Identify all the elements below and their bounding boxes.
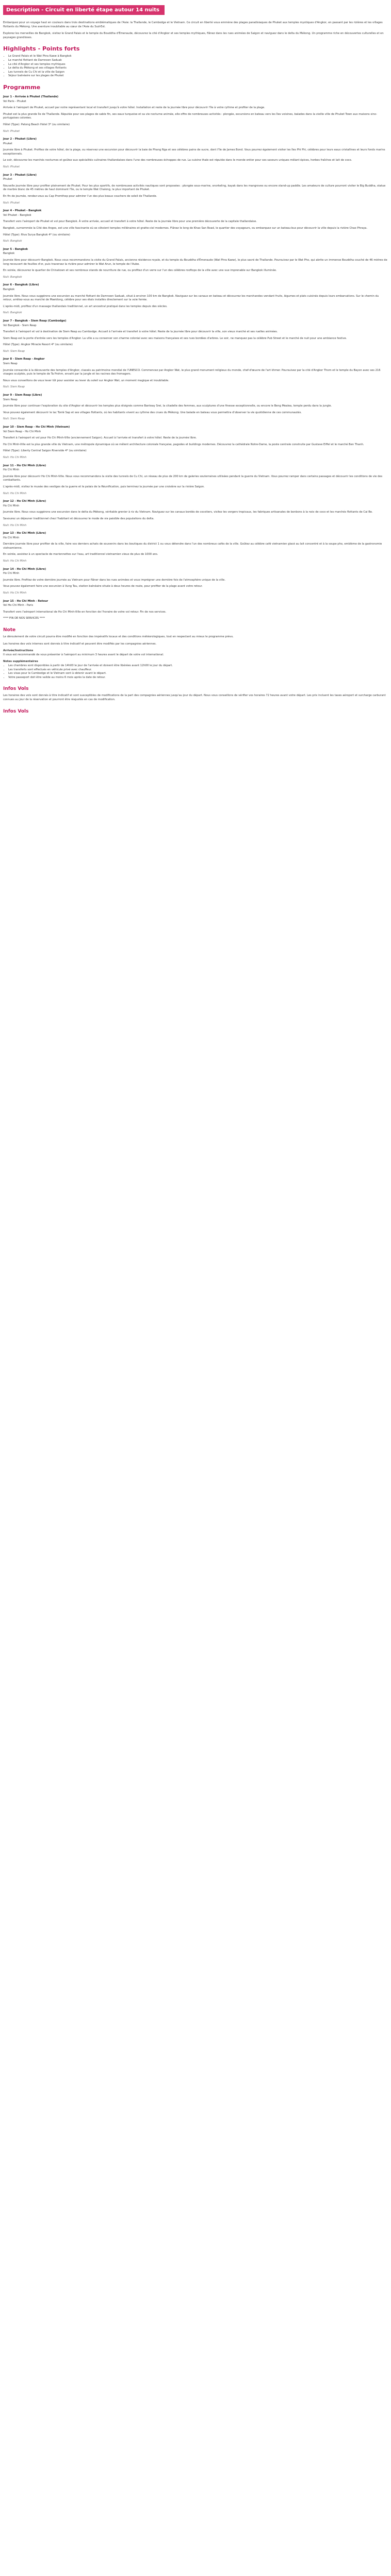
intro-paragraph: Explorez les merveilles de Bangkok, visitez le Grand Palais et le temple du Bouddha d'Émeraude, découvrez la cité d'Angkor et ses temples mythiques, flânez dans les rues animées de Saigon et naviguez dans le delta du Mékong. Un programme riche en découvertes culturelles et en paysages grandioses. (3, 32, 384, 39)
day-body (3, 475, 388, 489)
day-body (3, 106, 388, 121)
program-day (3, 426, 388, 460)
day-paragraph: En fin de journée, rendez-vous au Cap Promthep pour admirer l'un des plus beaux couchers de soleil de Thaïlande. (3, 195, 157, 198)
day-body (3, 184, 388, 199)
day-subtitle: Bangkok (3, 287, 15, 291)
day-paragraph: Arrivée à l'aéroport de Phuket, accueil par notre représentant local et transfert jusqu'à votre hôtel. Installation et reste de la journée libre pour découvrir l'île à votre rythme et profiter de la plage. (3, 106, 265, 110)
program-day (3, 464, 388, 496)
flight-info-title-2: Infos Vols (3, 708, 29, 714)
day-title: Jour 3 - Phuket (Libre) (3, 173, 37, 177)
day-body (3, 543, 388, 557)
day-title: Jour 2 - Phuket (Libre) (3, 138, 37, 141)
day-paragraph: Transfert vers l'aéroport international de Ho Chi Minh-Ville en fonction de l'horaire de votre vol retour. Fin de nos services. (3, 610, 167, 614)
day-night-location: Nuit: Siem Reap (3, 349, 25, 353)
program-day (3, 174, 388, 206)
day-paragraph: Bangkok, surnommée la Cité des Anges, est une ville fascinante où se côtoient temples millénaires et gratte-ciel modernes. Flânez le long de Khao San Road, le quartier des voyageurs, ou embarquez sur un bateau-bus pour découvrir la ville depuis la rivière Chao Phraya. (3, 227, 367, 230)
day-paragraph: Journée libre pour découvrir Ho Chi Minh-Ville. Nous vous recommandons la visite des tunnels de Cu Chi, un réseau de plus de 200 km de galeries souterraines utilisées pendant la guerre du Vietnam. Vous pourrez ramper dans certains passages et découvrir les conditions de vie des combattants. (3, 474, 383, 482)
note-title: Note (3, 628, 16, 633)
intro-paragraph: Embarquez pour un voyage haut en couleurs dans trois destinations emblématiques de l'Asie: la Thaïlande, le Cambodge et le Vietnam. Ce circuit en liberté vous emmène des plages paradisiaques de Phuket aux temples mystiques d'Angkor, en passant par les rizières et les villages flottants du Mékong. Une aventure inoubliable au cœur de l'Asie du Sud-Est. (3, 21, 383, 28)
day-paragraph: Journée libre. Nous vous suggérons une excursion dans le delta du Mékong, véritable grenier à riz du Vietnam. Naviguez sur les canaux bordés de cocotiers, visitez les vergers tropicaux, les fabriques artisanales de bonbons à la noix de coco et les marchés flottants de Cai Be. (3, 511, 373, 514)
highlights-title: Highlights - Points forts (3, 45, 80, 53)
day-title: Jour 10 - Siem Reap - Ho Chi Minh (Vietnam) (3, 426, 70, 429)
highlight-item: • Le marché flottant de Damnoen Saduak (8, 59, 388, 63)
day-paragraph: Siem Reap est la porte d'entrée vers les temples d'Angkor. La ville a su conserver son charme colonial avec ses maisons françaises et ses rues bordées d'arbres. Le soir, ne manquez pas la célèbre Pub Street et le marché de nuit pour une ambiance festive. (3, 336, 347, 340)
day-title: Jour 9 - Siem Reap (Libre) (3, 394, 42, 397)
day-night-location: Nuit: Bangkok (3, 240, 22, 243)
highlight-item: • Séjour balnéaire sur les plages de Phuket (8, 74, 388, 78)
day-body (3, 148, 388, 163)
program-day (3, 138, 388, 170)
day-body (3, 436, 388, 447)
note-item: • Votre passeport doit être valide au moins 6 mois après la date de retour. (8, 676, 388, 680)
notes-title: Notes supplémentaires (3, 660, 38, 664)
day-title: Jour 12 - Ho Chi Minh (Libre) (3, 500, 46, 503)
day-paragraph: Vous pouvez également découvrir le lac Tonlé Sap et ses villages flottants, où les habitants vivent au rythme des crues du Mékong. Une balade en bateau vous permettra d'observer la vie quotidienne de ces communautés. (3, 411, 302, 414)
day-night-location: Nuit: Ho Chi Minh (3, 455, 27, 459)
program-day (3, 532, 388, 564)
day-title: Jour 13 - Ho Chi Minh (Libre) (3, 532, 46, 535)
day-paragraph: Le soir, découvrez les marchés nocturnes et goûtez aux spécialités culinaires thaïlandaises dans l'une des nombreuses échoppes de rue. La cuisine thaïe est réputée dans le monde entier pour ses saveurs uniques mêlant épices, herbes fraîches et lait de coco. (3, 159, 352, 162)
day-title: Jour 5 - Bangkok (3, 247, 28, 251)
day-hotel-type: Hôtel (Type): Liberty Central Saigon Riverside 4* (ou similaire) (3, 449, 87, 453)
day-body (3, 295, 388, 309)
day-night-location: Nuit: Ho Chi Minh (3, 492, 27, 495)
day-paragraph: Vous pouvez également faire une excursion à Vung Tau, station balnéaire située à deux heures de route, pour profiter de la plage avant votre retour. (3, 585, 203, 588)
intro-section (3, 21, 388, 40)
program-day (3, 95, 388, 133)
day-paragraph: Journée libre pour continuer l'exploration du site d'Angkor et découvrir les temples plus éloignés comme Banteay Srei, la citadelle des femmes, aux sculptures d'une finesse exceptionnelle, ou encore le Beng Mealea, temple perdu dans la jungle. (3, 404, 332, 408)
flight-info-title: Infos Vols (3, 686, 29, 692)
day-subtitle: Phuket (3, 178, 12, 181)
day-title: Jour 7 - Bangkok - Siem Reap (Cambodge) (3, 319, 67, 323)
day-night-location: Nuit: Phuket (3, 129, 20, 133)
day-paragraph: Journée libre à Phuket. Profitez de votre hôtel, de la plage, ou réservez une excursion pour découvrir la baie de Phang Nga et ses célèbres pains de sucre, dont l'île de James Bond. Vous pourrez également visiter les îles Phi Phi, célèbres pour leurs eaux cristallines et leurs fonds marins exceptionnels. (3, 148, 385, 156)
day-paragraph: Transfert à l'aéroport et vol à destination de Siem Reap au Cambodge. Accueil à l'arrivée et transfert à votre hôtel. Reste de la journée libre pour découvrir la ville, son vieux marché et ses ruelles animées. (3, 330, 278, 334)
program-day (3, 500, 388, 528)
day-subtitle: Vol Siem Reap - Ho Chi Minh (3, 430, 41, 433)
day-night-location: Nuit: Ho Chi Minh (3, 560, 27, 563)
day-subtitle: Vol Bangkok - Siem Reap (3, 324, 37, 327)
day-hotel-type: Hôtel (Type): Patong Beach Hotel 3* (ou similaire) (3, 123, 70, 126)
day-paragraph: Journée libre. Nous vous suggérons une excursion au marché flottant de Damnoen Saduak, situé à environ 100 km de Bangkok. Naviguez sur les canaux en bateau et découvrez les marchandes vendant fruits, légumes et plats cuisinés depuis leurs embarcations. Sur le chemin du retour, arrêtez-vous au marché de Maeklong, célèbre pour ses étals installés directement sur la voie ferrée. (3, 294, 379, 302)
note-paragraph: Le déroulement de votre circuit pourra être modifié en fonction des impératifs locaux et des conditions météorologiques, tout en respectant au mieux le programme prévu. (3, 635, 234, 638)
arrival-title: Arrivée/Instructions (3, 649, 34, 653)
day-subtitle: Vol Phuket - Bangkok (3, 213, 31, 217)
note-item: • Les chambres sont disponibles à partir de 14h00 le jour de l'arrivée et doivent être libérées avant 12h00 le jour du départ. (8, 664, 388, 668)
day-paragraph: Transfert à l'aéroport et vol pour Ho Chi Minh-Ville (anciennement Saigon). Accueil à l'arrivée et transfert à votre hôtel. Reste de la journée libre. (3, 436, 197, 440)
day-paragraph: Ho Chi Minh-Ville est la plus grande ville du Vietnam, une métropole dynamique où se mêlent architecture coloniale française, pagodes et buildings modernes. Découvrez la cathédrale Notre-Dame, la poste centrale construite par Gustave Eiffel et le marché Ben Thanh. (3, 443, 364, 446)
day-subtitle: Ho Chi Minh (3, 468, 20, 472)
day-paragraph: En soirée, découvrez le quartier de Chinatown et ses nombreux stands de nourriture de rue, ou profitez d'un verre sur l'un des célèbres rooftops de la ville avec une vue imprenable sur Bangkok illuminée. (3, 269, 277, 273)
day-subtitle: Ho Chi Minh (3, 536, 20, 539)
day-subtitle: Siem Reap (3, 398, 18, 401)
day-hotel-type: Hôtel (Type): Riva Surya Bangkok 4* (ou similaire) (3, 233, 70, 236)
day-subtitle: Vol Paris - Phuket (3, 99, 26, 103)
day-paragraph: Nous vous conseillons de vous lever tôt pour assister au lever du soleil sur Angkor Wat, un moment magique et inoubliable. (3, 379, 169, 382)
page-banner: Description - Circuit en liberté étape autour 14 nuits (3, 5, 165, 15)
day-paragraph: Transfert vers l'aéroport de Phuket et vol pour Bangkok. À votre arrivée, accueil et transfert à votre hôtel. Reste de la journée libre pour une première découverte de la capitale thaïlandaise. (3, 220, 257, 224)
note-item: • Les visas pour le Cambodge et le Vietnam sont à obtenir avant le départ. (8, 672, 388, 676)
highlight-item: • Le delta du Mékong et ses villages flottants (8, 66, 388, 71)
day-paragraph: L'après-midi, visitez le musée des vestiges de la guerre et le palais de la Réunification, puis terminez la journée par une croisière sur la rivière Saigon. (3, 485, 205, 488)
day-body (3, 259, 388, 273)
day-subtitle: Siem Reap (3, 362, 18, 366)
day-subtitle: Vol Ho Chi Minh - Paris (3, 604, 34, 607)
program-day (3, 358, 388, 389)
day-paragraph: **** FIN DE NOS SERVICES **** (3, 617, 45, 620)
day-night-location: Nuit: Bangkok (3, 275, 22, 279)
day-body (3, 220, 388, 230)
day-body (3, 511, 388, 521)
highlight-item: • La cité d'Angkor et ses temples mythiques (8, 63, 388, 67)
day-title: Jour 6 - Bangkok (Libre) (3, 283, 39, 287)
day-body (3, 404, 388, 415)
page (0, 0, 391, 715)
program-title: Programme (3, 83, 41, 91)
day-body (3, 579, 388, 589)
day-night-location: Nuit: Siem Reap (3, 385, 25, 389)
program-days (3, 95, 388, 621)
day-hotel-type: Hôtel (Type): Angkor Miracle Resort 4* (ou similaire) (3, 343, 73, 347)
day-body (3, 369, 388, 383)
day-night-location: Nuit: Phuket (3, 165, 20, 169)
day-night-location: Nuit: Phuket (3, 201, 20, 205)
program-day (3, 209, 388, 244)
day-subtitle: Bangkok (3, 252, 15, 256)
day-title: Jour 4 - Phuket - Bangkok (3, 209, 42, 213)
arrival-text: Il vous est recommandé de vous présenter à l'aéroport au minimum 3 heures avant le départ de votre vol international. (3, 653, 164, 656)
program-day (3, 319, 388, 354)
notes-list (3, 664, 388, 680)
day-title: Jour 1 - Arrivée à Phuket (Thaïlande) (3, 95, 59, 98)
day-night-location: Nuit: Ho Chi Minh (3, 523, 27, 527)
program-day (3, 600, 388, 621)
program-day (3, 568, 388, 596)
highlight-item: • Les tunnels de Cu Chi et la ville de Saigon (8, 71, 388, 75)
day-title: Jour 15 - Ho Chi Minh - Retour (3, 599, 48, 603)
program-day (3, 283, 388, 315)
note-item: • Les transferts sont effectués en véhicule privé avec chauffeur. (8, 668, 388, 672)
day-body (3, 330, 388, 341)
day-paragraph: L'après-midi, profitez d'un massage thaïlandais traditionnel, un art ancestral pratiqué dans les temples depuis des siècles. (3, 304, 168, 308)
flight-info-text: Les horaires des vols sont donnés à titre indicatif et sont susceptibles de modifications de la part des compagnies aériennes jusqu'au jour du départ. Nous vous conseillons de vérifier vos horaires 72 heures avant votre départ. Les prix incluent les taxes aéroport et surcharge carburant connues au jour de la réservation et pourront être réajustés en cas de modification. (3, 694, 386, 701)
highlight-item: • Le Grand Palais et le Wat Phra Kaew à Bangkok (8, 55, 388, 59)
note-paragraph: Les horaires des vols internes sont donnés à titre indicatif et peuvent être modifiés par les compagnies aériennes. (3, 642, 157, 646)
program-day (3, 394, 388, 421)
day-paragraph: Nouvelle journée libre pour profiter pleinement de Phuket. Pour les plus sportifs, de nombreuses activités nautiques sont proposées : plongée sous-marine, snorkeling, kayak dans les mangroves ou encore stand-up paddle. Les amateurs de culture pourront visiter le Big Buddha, statue de marbre blanc de 45 mètres de haut dominant l'île, ou le temple Wat Chalong, le plus important de Phuket. (3, 184, 386, 192)
day-paragraph: Journée consacrée à la découverte des temples d'Angkor, classés au patrimoine mondial de l'UNESCO. Commencez par Angkor Wat, le plus grand monument religieux du monde, chef-d'œuvre de l'art khmer. Poursuivez par la cité d'Angkor Thom et le temple du Bayon avec ses 216 visages sculptés, puis le temple de Ta Prohm, envahi par la jungle et les racines des fromagers. (3, 368, 381, 376)
day-night-location: Nuit: Ho Chi Minh (3, 591, 27, 595)
program-day (3, 248, 388, 280)
day-title: Jour 11 - Ho Chi Minh (Libre) (3, 464, 46, 467)
day-body (3, 611, 388, 621)
day-title: Jour 14 - Ho Chi Minh (Libre) (3, 567, 46, 571)
day-paragraph: Journée libre. Profitez de votre dernière journée au Vietnam pour flâner dans les rues animées et vous imprégner une dernière fois de l'atmosphère unique de la ville. (3, 578, 226, 582)
day-paragraph: Journée libre pour découvrir Bangkok. Nous vous recommandons la visite du Grand Palais, ancienne résidence royale, et du temple du Bouddha d'Émeraude (Wat Phra Kaew), le plus sacré de Thaïlande. Poursuivez par le Wat Pho, qui abrite un immense Bouddha couché de 46 mètres de long recouvert de feuilles d'or, puis traversez la rivière pour admirer le Wat Arun, le temple de l'Aube. (3, 258, 387, 266)
day-subtitle: Ho Chi Minh (3, 572, 20, 575)
day-title: Jour 8 - Siem Reap - Angkor (3, 358, 45, 361)
highlights-list (3, 55, 388, 78)
day-night-location: Nuit: Bangkok (3, 311, 22, 315)
day-subtitle: Ho Chi Minh (3, 504, 20, 507)
day-paragraph: Phuket est la plus grande île de Thaïlande. Réputée pour ses plages de sable fin, ses eaux turquoise et sa vie nocturne animée, elle offre de nombreuses activités : plongée, excursions en bateau vers les îles voisines, balades dans la vieille ville de Phuket Town aux maisons sino-portugaises colorées. (3, 112, 377, 120)
day-subtitle: Phuket (3, 142, 12, 145)
day-night-location: Nuit: Siem Reap (3, 417, 25, 421)
day-paragraph: Savourez un déjeuner traditionnel chez l'habitant et découvrez le mode de vie paisible des populations du delta. (3, 517, 154, 520)
day-paragraph: En soirée, assistez à un spectacle de marionnettes sur l'eau, art traditionnel vietnamien vieux de plus de 1000 ans. (3, 553, 158, 556)
day-paragraph: Dernière journée libre pour profiter de la ville, faire vos derniers achats de souvenirs dans les boutiques du district 1 ou vous détendre dans l'un des nombreux cafés de la ville. Goûtez au célèbre café vietnamien glacé au lait concentré et à la soupe pho, emblème de la gastronomie vietnamienne. (3, 543, 382, 550)
